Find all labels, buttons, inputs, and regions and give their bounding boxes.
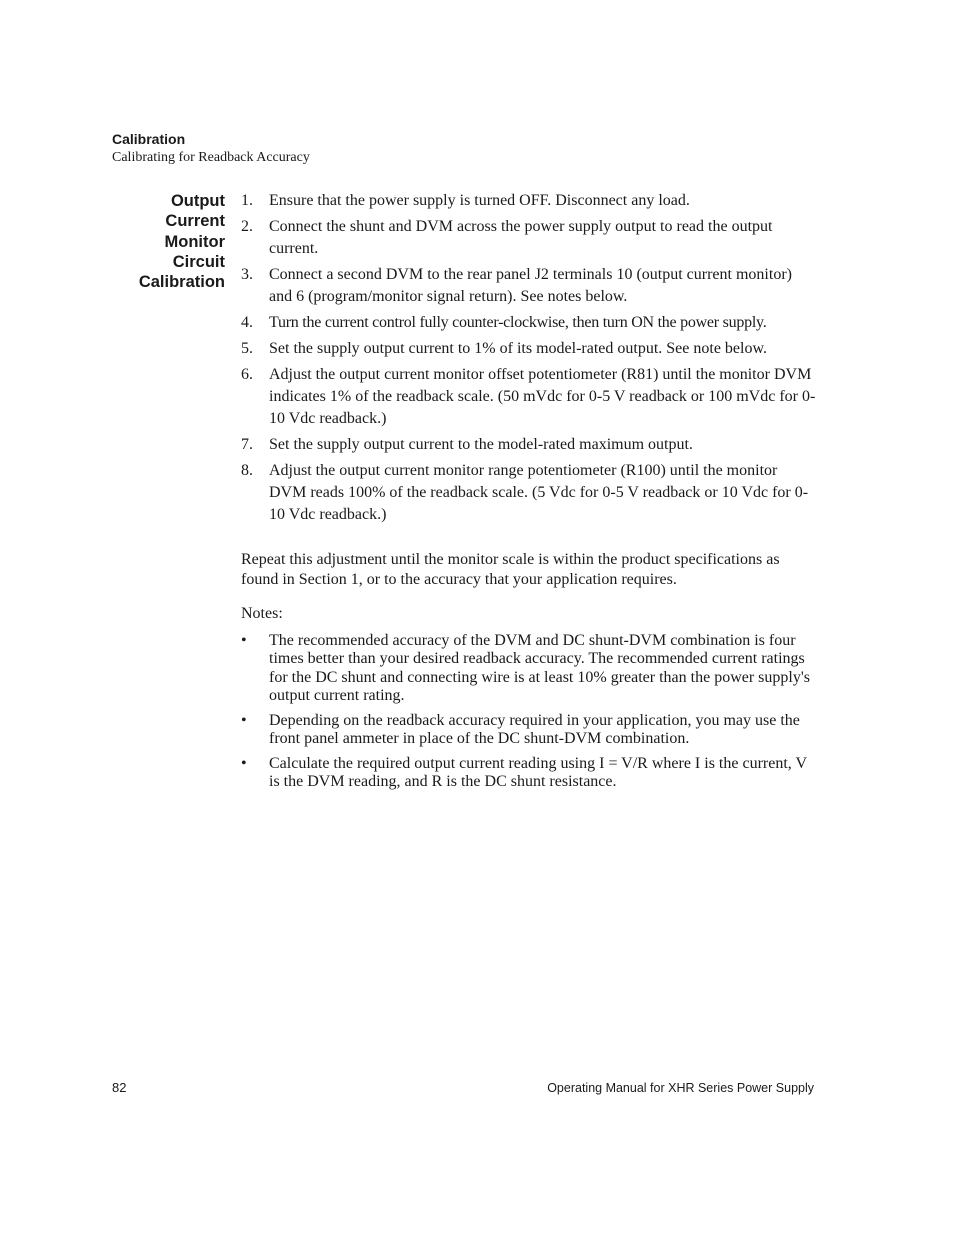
section-heading-line: Current (165, 212, 225, 231)
bullet-icon: • (241, 754, 247, 772)
step-text: Set the supply output current to 1% of its model-rated output. See note below. (269, 340, 767, 357)
step-number: 6. (241, 366, 253, 383)
step-item (241, 264, 816, 308)
section-heading-line: Circuit (172, 252, 225, 271)
step-text: Turn the current control fully counter-clockwise, then turn ON the power supply. (269, 314, 767, 331)
note-item (241, 712, 816, 749)
section-heading-line: Calibration (138, 273, 225, 292)
page-number: 82 (112, 1080, 127, 1095)
step-text: Ensure that the power supply is turned OFF. Disconnect any load. (269, 192, 690, 209)
step-item (241, 338, 816, 360)
step-number: 1. (241, 192, 253, 209)
section-heading (110, 191, 225, 292)
step-text: Connect the shunt and DVM across the power supply output to read the output current. (269, 218, 773, 257)
note-text: Calculate the required output current reading using I = V/R where I is the current, V is the DVM reading, and R is the DC shunt resistance. (269, 754, 807, 790)
note-item (241, 755, 816, 792)
step-item (241, 460, 816, 526)
running-header-subtitle: Calibrating for Readback Accuracy (112, 150, 310, 165)
section-heading-line: Output (170, 192, 225, 210)
step-number: 8. (241, 462, 253, 479)
footer-manual-title: Operating Manual for XHR Series Power Supply (547, 1081, 814, 1095)
step-text: Set the supply output current to the model-rated maximum output. (269, 436, 693, 453)
step-item (241, 434, 816, 456)
step-number: 4. (241, 314, 253, 331)
step-text: Adjust the output current monitor range potentiometer (R100) until the monitor DVM reads 100% of the readback scale. (5 Vdc for 0-5 V readback or 10 Vdc for 0-10 Vdc readback.) (269, 462, 809, 523)
step-text: Connect a second DVM to the rear panel J2 terminals 10 (output current monitor) and 6 (program/monitor signal return). See notes below. (269, 266, 792, 305)
step-number: 7. (241, 436, 253, 453)
step-number: 3. (241, 266, 253, 283)
step-item (241, 190, 816, 212)
bullet-icon: • (241, 631, 247, 649)
procedure-steps (241, 190, 816, 526)
running-header-title: Calibration (112, 131, 186, 147)
note-text: The recommended accuracy of the DVM and DC shunt-DVM combination is four times better than your desired readback accuracy. The recommended current ratings for the DC shunt and connecting wire is at least 10% greater than the power supply's output current rating. (269, 631, 810, 704)
step-number: 5. (241, 340, 253, 357)
step-item (241, 364, 816, 430)
repeat-paragraph: Repeat this adjustment until the monitor scale is within the product specifications as found in Section 1, or to the accuracy that your application requires. (241, 551, 780, 588)
note-item (241, 632, 816, 706)
section-heading-line: Monitor (164, 232, 225, 251)
note-text: Depending on the readback accuracy required in your application, you may use the front panel ammeter in place of the DC shunt-DVM combination. (269, 711, 800, 747)
notes-label: Notes: (241, 605, 283, 622)
step-item (241, 312, 816, 334)
notes-list (241, 632, 816, 792)
section-body (241, 190, 816, 798)
step-number: 2. (241, 218, 253, 235)
step-item (241, 216, 816, 260)
bullet-icon: • (241, 711, 247, 729)
step-text: Adjust the output current monitor offset potentiometer (R81) until the monitor DVM indicates 1% of the readback scale. (50 mVdc for 0-5 V readback or 100 mVdc for 0-10 Vdc readback.) (269, 366, 816, 427)
